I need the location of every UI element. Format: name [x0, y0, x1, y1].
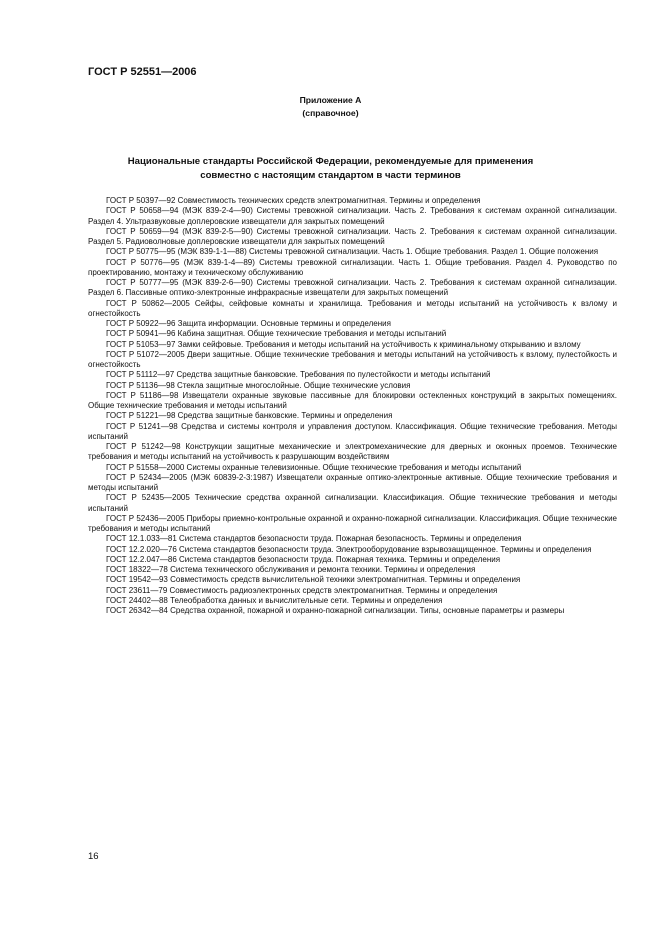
reference-item: ГОСТ 12.2.047—86 Система стандартов безопасности труда. Пожарная техника. Термины и определения [106, 554, 501, 564]
reference-item: ГОСТ Р 51241—98 Средства и системы контроля и управления доступом. Классификация. Общие технические требования. Методы испытаний [88, 421, 617, 441]
document-header: ГОСТ Р 52551—2006 [88, 66, 197, 78]
reference-item: ГОСТ 24402—88 Телеобработка данных и вычислительные сети. Термины и определения [106, 595, 443, 605]
reference-item: ГОСТ 12.1.033—81 Система стандартов безопасности труда. Пожарная безопасность. Термины и определения [106, 534, 522, 544]
reference-item: ГОСТ Р 51072—2005 Двери защитные. Общие технические требования и методы испытаний на устойчивость к взлому, пулестойкость и огнестойкость [88, 349, 617, 369]
appendix-heading [0, 94, 661, 119]
reference-item: ГОСТ Р 50862—2005 Сейфы, сейфовые комнаты и хранилища. Требования и методы испытаний на устойчивость к взлому и огнестойкость [88, 298, 617, 318]
reference-item: ГОСТ Р 50776—95 (МЭК 839-1-4—89) Системы тревожной сигнализации. Часть 1. Общие требования. Раздел 4. Руководство по проектированию, монтажу и техническому обслуживанию [88, 257, 617, 277]
reference-item: ГОСТ Р 50659—94 (МЭК 839-2-5—90) Системы тревожной сигнализации. Часть 2. Требования к системам охранной сигнализации. Раздел 5. Радиоволновые доплеровские извещатели для закрытых помещений [88, 226, 617, 246]
appendix-type: (справочное) [302, 107, 359, 118]
page-number: 16 [88, 851, 99, 862]
section-title [80, 155, 581, 182]
reference-item: ГОСТ Р 52436—2005 Приборы приемно-контрольные охранной и охранно-пожарной сигнализации. Классификация. Общие технические требования и методы испытаний [88, 513, 617, 533]
reference-item: ГОСТ Р 50775—95 (МЭК 839-1-1—88) Системы тревожной сигнализации. Часть 1. Общие требования. Раздел 1. Общие положения [106, 247, 599, 257]
reference-item: ГОСТ Р 50941—96 Кабина защитная. Общие технические требования и методы испытаний [106, 329, 447, 339]
reference-item: ГОСТ Р 51558—2000 Системы охранные телевизионные. Общие технические требования и методы испытаний [106, 462, 522, 472]
reference-item: ГОСТ Р 52435—2005 Технические средства охранной сигнализации. Классификация. Общие технические требования и методы испытаний [88, 493, 617, 513]
reference-item: ГОСТ Р 50397—92 Совместимость технических средств электромагнитная. Термины и определения [106, 196, 481, 205]
appendix-label: Приложение А [299, 95, 362, 105]
reference-item: ГОСТ 18322—78 Система технического обслуживания и ремонта техники. Термины и определения [106, 565, 476, 574]
reference-item: ГОСТ Р 51242—98 Конструкции защитные механические и электромеханические для дверных и оконных проемов. Технические требования и методы испытаний на устойчивость к разрушающим воздействиям [88, 442, 617, 462]
reference-item: ГОСТ 26342—84 Средства охранной, пожарной и охранно-пожарной сигнализации. Типы, основные параметры и размеры [106, 606, 565, 615]
section-title-line-1: Национальные стандарты Российской Федерации, рекомендуемые для применения [127, 156, 534, 167]
reference-item: ГОСТ Р 51053—97 Замки сейфовые. Требования и методы испытаний на устойчивость к криминальному открыванию и взлому [106, 339, 581, 349]
reference-item: ГОСТ Р 51186—98 Извещатели охранные звуковые пассивные для блокировки остекленных конструкций в закрытых помещениях. Общие технические требования и методы испытаний [88, 390, 617, 410]
reference-item: ГОСТ Р 50922—96 Защита информации. Основные термины и определения [106, 319, 391, 328]
reference-item: ГОСТ Р 51136—98 Стекла защитные многослойные. Общие технические условия [106, 380, 411, 390]
reference-item: ГОСТ 23611—79 Совместимость радиоэлектронных средств электромагнитная. Термины и определения [106, 585, 498, 595]
reference-item: ГОСТ 19542—93 Совместимость средств вычислительной техники электромагнитная. Термины и определения [106, 575, 521, 585]
reference-item: ГОСТ Р 50658—94 (МЭК 839-2-4—90) Системы тревожной сигнализации. Часть 2. Требования к системам охранной сигнализации. Раздел 4. Ультразвуковые доплеровские извещатели для закрытых помещений [88, 206, 617, 226]
reference-list [88, 196, 617, 616]
reference-item: ГОСТ Р 51112—97 Средства защитные банковские. Требования по пулестойкости и методы испытаний [106, 370, 491, 380]
reference-item: ГОСТ Р 51221—98 Средства защитные банковские. Термины и определения [106, 411, 393, 421]
section-title-line-2: совместно с настоящим стандартом в части терминов [200, 169, 461, 181]
reference-item: ГОСТ Р 50777—95 (МЭК 839-2-6—90) Системы тревожной сигнализации. Часть 2. Требования к системам охранной сигнализации. Раздел 6. Пассивные оптико-электронные инфракрасные извещатели для закрытых помещений [88, 278, 617, 298]
reference-item: ГОСТ Р 52434—2005 (МЭК 60839-2-3:1987) Извещатели охранные оптико-электронные активные. Общие технические требования и методы испытаний [88, 472, 617, 492]
reference-item: ГОСТ 12.2.020—76 Система стандартов безопасности труда. Электрооборудование взрывозащищенное. Термины и определения [106, 544, 592, 554]
